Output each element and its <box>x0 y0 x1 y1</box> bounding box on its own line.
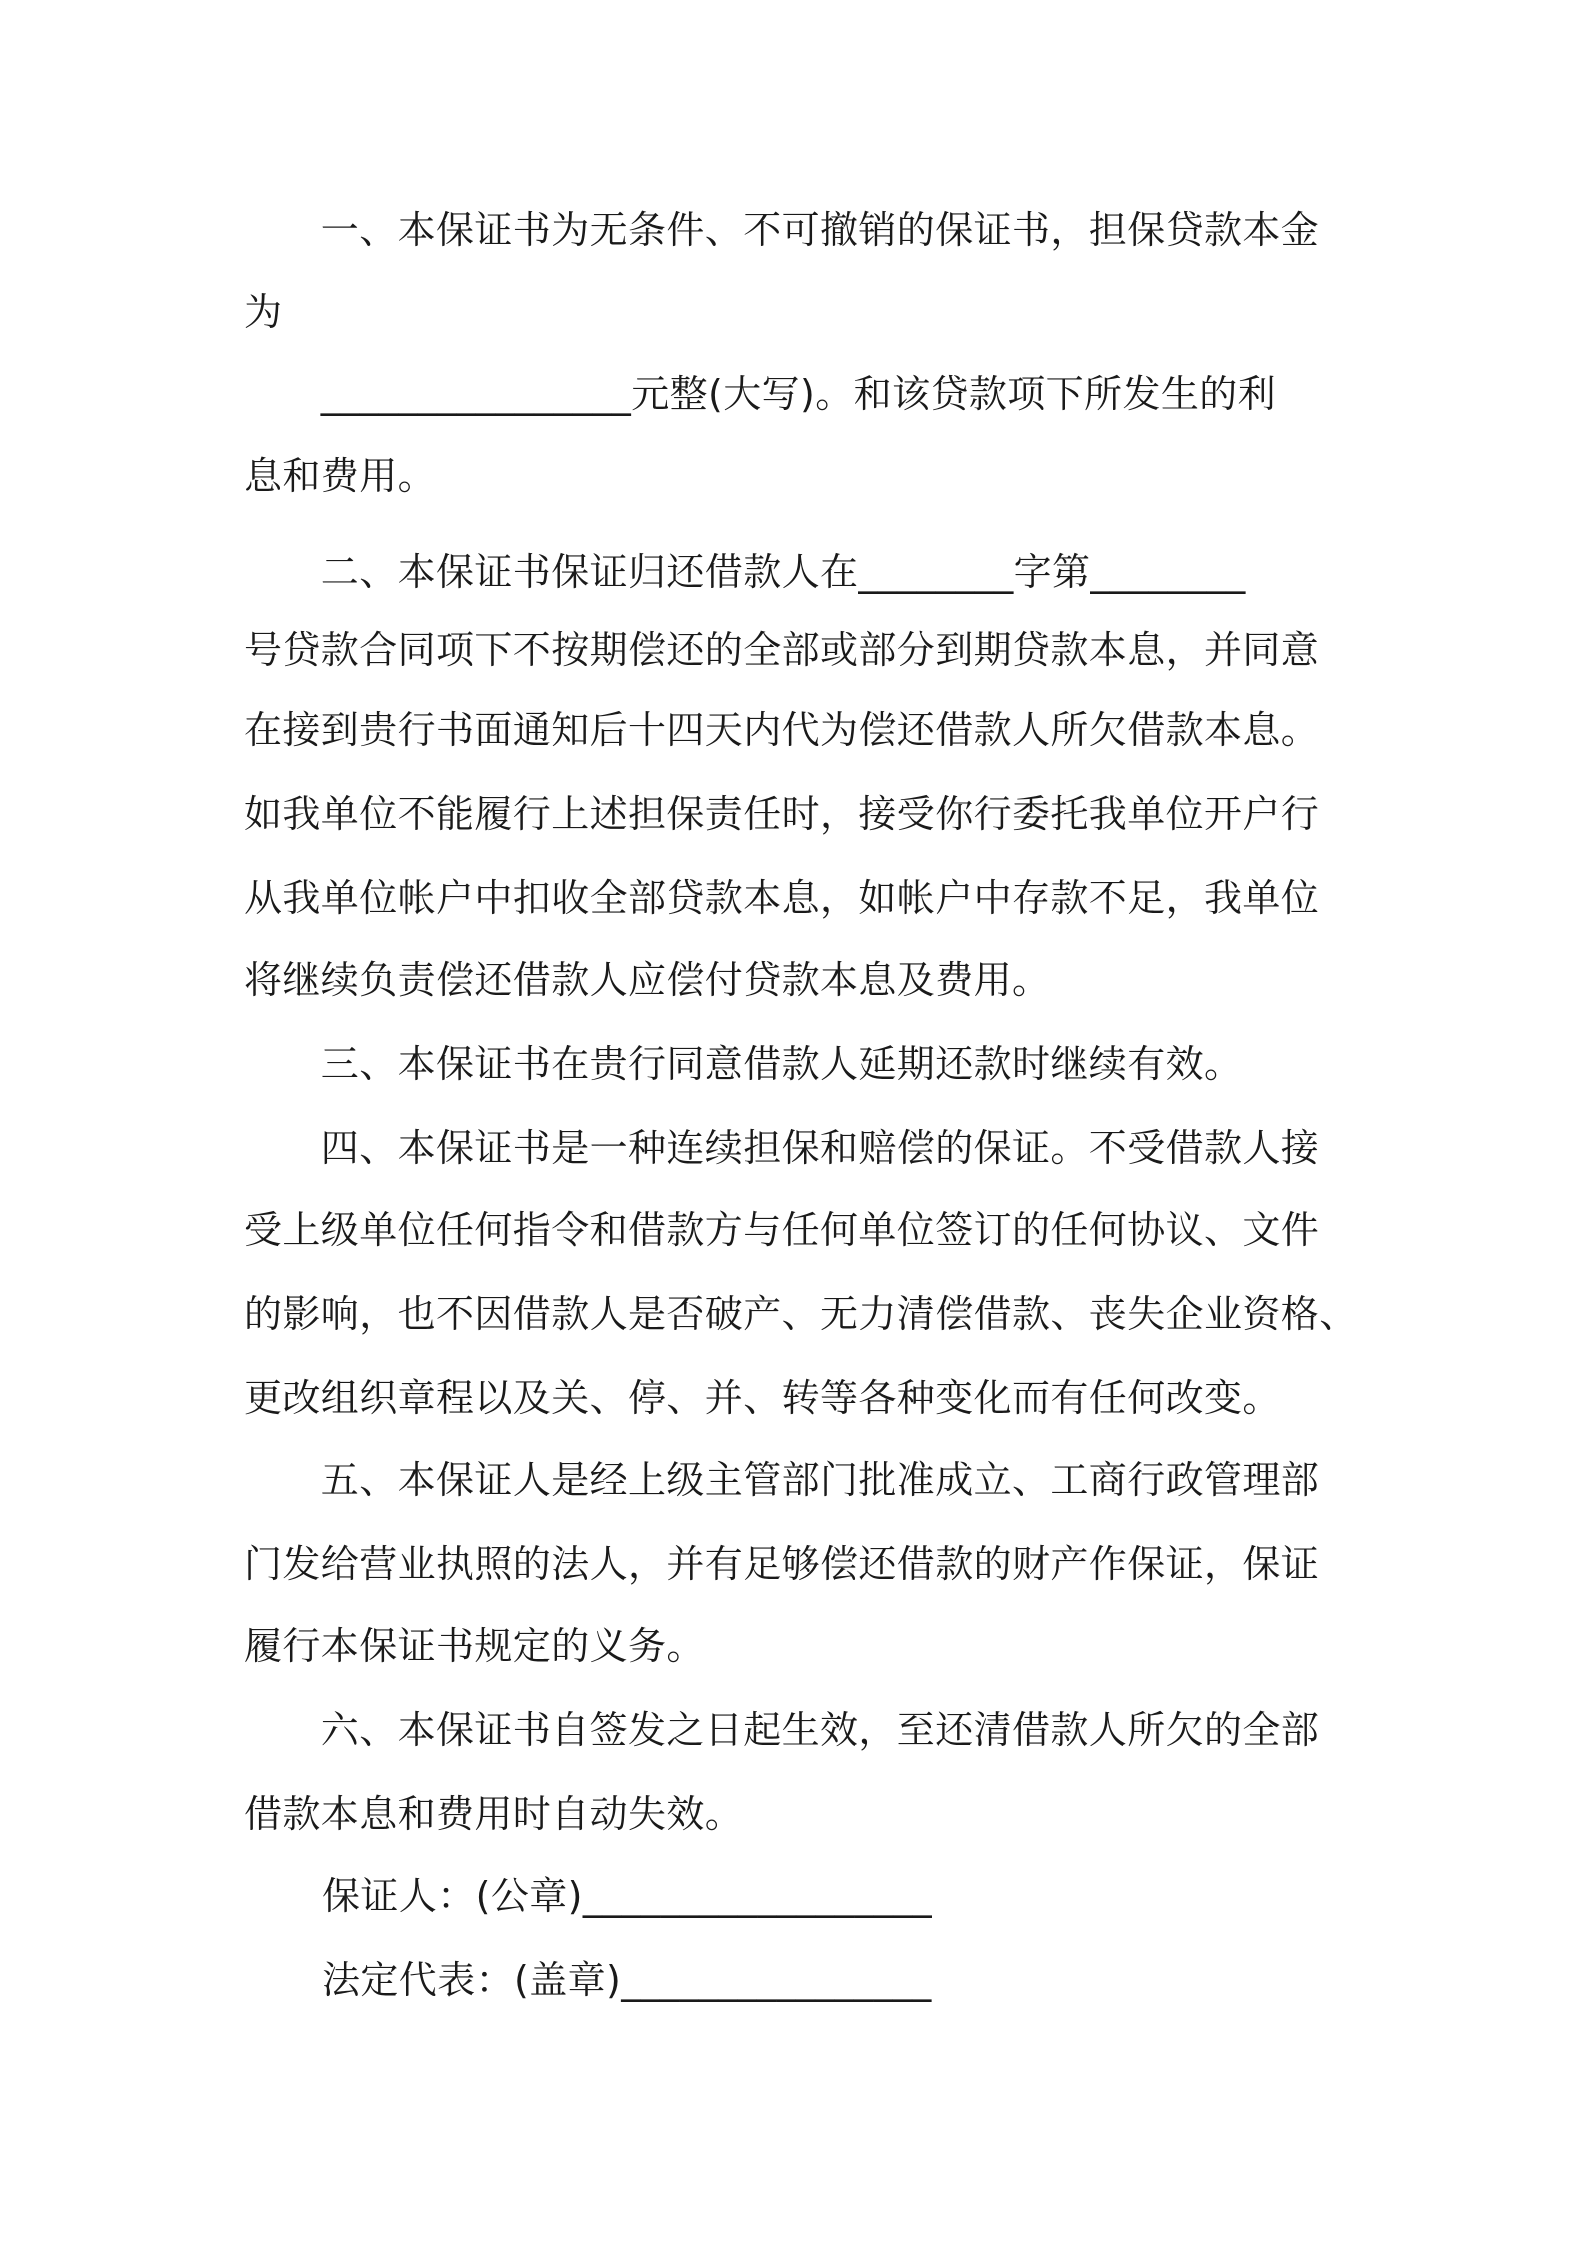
clause-1-line-2: 为 <box>244 290 283 334</box>
legal-representative-signature-line: 法定代表：(盖章)________________ <box>322 1958 932 2002</box>
clause-2-line-3: 在接到贵行书面通知后十四天内代为偿还借款人所欠借款本息。 <box>244 708 1320 752</box>
clause-2-line-1: 二、本保证书保证归还借款人在________字第________ <box>244 550 1246 594</box>
clause-6-line-1: 六、本保证书自签发之日起生效，至还清借款人所欠的全部 <box>244 1708 1320 1752</box>
clause-5-line-1: 五、本保证人是经上级主管部门批准成立、工商行政管理部 <box>244 1458 1320 1502</box>
clause-5-line-2: 门发给营业执照的法人，并有足够偿还借款的财产作保证，保证 <box>244 1542 1320 1586</box>
clause-6-line-2: 借款本息和费用时自动失效。 <box>244 1792 744 1836</box>
clause-1-line-4: 息和费用。 <box>244 454 437 498</box>
guarantor-signature-line: 保证人：(公章)__________________ <box>322 1874 933 1918</box>
clause-1-line-1: 一、本保证书为无条件、不可撤销的保证书，担保贷款本金 <box>244 208 1320 252</box>
clause-4-line-1: 四、本保证书是一种连续担保和赔偿的保证。不受借款人接 <box>244 1126 1320 1170</box>
clause-4-line-4: 更改组织章程以及关、停、并、转等各种变化而有任何改变。 <box>244 1376 1281 1420</box>
clause-2-line-2: 号贷款合同项下不按期偿还的全部或部分到期贷款本息，并同意 <box>244 628 1320 672</box>
clause-1-line-3: ________________元整(大写)。和该贷款项下所发生的利 <box>244 372 1277 416</box>
clause-4-line-2: 受上级单位任何指令和借款方与任何单位签订的任何协议、文件 <box>244 1208 1320 1252</box>
clause-5-line-3: 履行本保证书规定的义务。 <box>244 1624 705 1668</box>
clause-2-line-5: 从我单位帐户中扣收全部贷款本息，如帐户中存款不足，我单位 <box>244 876 1320 920</box>
clause-4-line-3: 的影响，也不因借款人是否破产、无力清偿借款、丧失企业资格、 <box>244 1292 1358 1336</box>
clause-3-line-1: 三、本保证书在贵行同意借款人延期还款时继续有效。 <box>244 1042 1243 1086</box>
clause-2-line-4: 如我单位不能履行上述担保责任时，接受你行委托我单位开户行 <box>244 792 1320 836</box>
clause-2-line-6: 将继续负责偿还借款人应偿付贷款本息及费用。 <box>244 958 1051 1002</box>
